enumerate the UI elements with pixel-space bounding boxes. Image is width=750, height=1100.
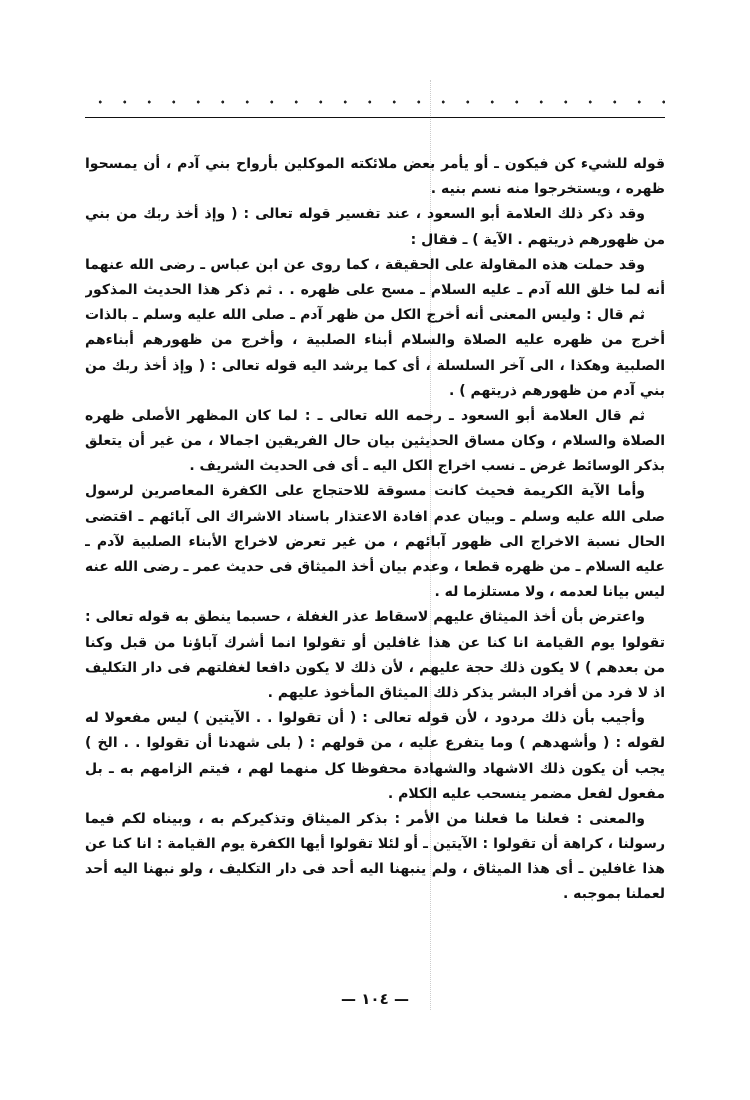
- text-line: الصلاة والسلام ، وكان مساق الحديثين بيان حال الفريقين اجمالا ، من غير أن يتعلق: [85, 433, 665, 450]
- header-dot-ornament: [88, 96, 665, 108]
- text-line: أخرج من ظهره عليه الصلاة والسلام أبناء الصلبية ، وأخرج من ظهورهم أبناءهم: [85, 332, 665, 349]
- text-line: الحال نسبة الاخراج الى ظهور آبائهم ، من غير تعرض لاخراج الأبناء الصلبية لآدم ـ: [85, 533, 665, 550]
- text-line: ليس بيانا لعدمه ، ولا مستلزما له .: [434, 584, 665, 601]
- text-line: لعملنا بموجبه .: [562, 886, 665, 903]
- text-line: مفعول لفعل مضمر ينسحب عليه الكلام .: [387, 785, 665, 802]
- text-line: بني آدم من ظهورهم ذريتهم ) .: [449, 382, 665, 399]
- text-line: بذكر الوسائط غرض ـ نسب اخراج الكل اليه ـ أى فى الحديث الشريف .: [189, 458, 665, 475]
- body-text: [85, 152, 665, 908]
- text-line: واعترض بأن أخذ الميثاق عليهم لاسقاط عذر الغفلة ، حسبما ينطق به قوله تعالى :: [85, 609, 645, 626]
- text-line: ظهره ، ويستخرجوا منه نسم بنيه .: [430, 181, 665, 198]
- text-line: والمعنى : فعلنا ما فعلنا من الأمر : بذكر الميثاق وتذكيركم به ، وبيناه لكم فيما: [85, 810, 645, 827]
- text-line: من ظهورهم ذريتهم . الآية ) ـ فقال :: [410, 231, 665, 248]
- text-line: وأما الآية الكريمة فحيث كانت مسوقة للاحتجاج على الكفرة المعاصرين لرسول: [85, 483, 645, 500]
- text-line: عليه السلام ـ من ظهره قطعا ، وعدم بيان أخذ الميثاق فى حديث عمر ـ رضى الله عنه: [85, 559, 665, 575]
- text-line: وقد حملت هذه المقاولة على الحقيقة ، كما روى عن ابن عباس ـ رضى الله عنهما: [85, 256, 645, 273]
- page-number: — ١٠٤ —: [341, 990, 409, 1008]
- text-line: هذا غافلين ـ أى هذا الميثاق ، ولم ينبهنا اليه أحد فى دار التكليف ، ولو نبهنا اليه أحد: [85, 861, 665, 878]
- text-line: ثم قال العلامة أبو السعود ـ رحمه الله تعالى ـ : لما كان المظهر الأصلى ظهره: [85, 407, 645, 424]
- text-line: اذ لا فرد من أفراد البشر يذكر ذلك الميثاق المأخوذ عليهم .: [267, 684, 665, 701]
- text-line: يجب أن يكون ذلك الاشهاد والشهادة محفوظا كل منهما لهم ، فيتم الزامهم به ـ بل: [85, 760, 665, 777]
- text-line: وأجيب بأن ذلك مردود ، لأن قوله تعالى : ( أن تقولوا . . الآيتين ) ليس مفعولا له: [85, 710, 645, 727]
- text-line: من بعدهم ) لا يكون ذلك حجة عليهم ، لأن ذلك لا يكون دافعا لغفلتهم فى دار التكليف: [85, 659, 665, 676]
- text-line: وقد ذكر ذلك العلامة أبو السعود ، عند تفسير قوله تعالى : ( وإذ أخذ ربك من بني: [85, 206, 645, 223]
- text-line: قوله للشيء كن فيكون ـ أو يأمر بعض ملائكته الموكلين بأرواح بني آدم ، أن يمسحوا: [85, 156, 665, 172]
- header-rule: [85, 117, 665, 118]
- text-line: لقوله : ( وأشهدهم ) وما يتفرع عليه ، من قولهم : ( بلى شهدنا أن تقولوا . . الخ ): [85, 735, 665, 752]
- text-line: أنه لما خلق الله آدم ـ عليه السلام ـ مسح على ظهره . . ثم ذكر هذا الحديث المذكور: [85, 281, 665, 298]
- text-line: صلى الله عليه وسلم ـ وبيان عدم افادة الاعتذار باسناد الاشراك الى آبائهم ـ اقتضى: [85, 508, 665, 525]
- text-line: رسولنا ، كراهة أن تقولوا : الآيتين ـ أو لئلا تقولوا أيها الكفرة يوم القيامة : انا كنا عن: [85, 836, 665, 853]
- text-line: ثم قال : وليس المعنى أنه أخرج الكل من ظهر آدم ـ صلى الله عليه وسلم ـ بالذات: [85, 307, 645, 324]
- text-line: الصلبية وهكذا ، الى آخر السلسلة ، أى كما يرشد اليه قوله تعالى : ( وإذ أخذ ربك من: [85, 357, 665, 374]
- text-line: تقولوا يوم القيامة انا كنا عن هذا غافلين أو تقولوا انما أشرك آباؤنا من قبل وكنا: [85, 634, 665, 651]
